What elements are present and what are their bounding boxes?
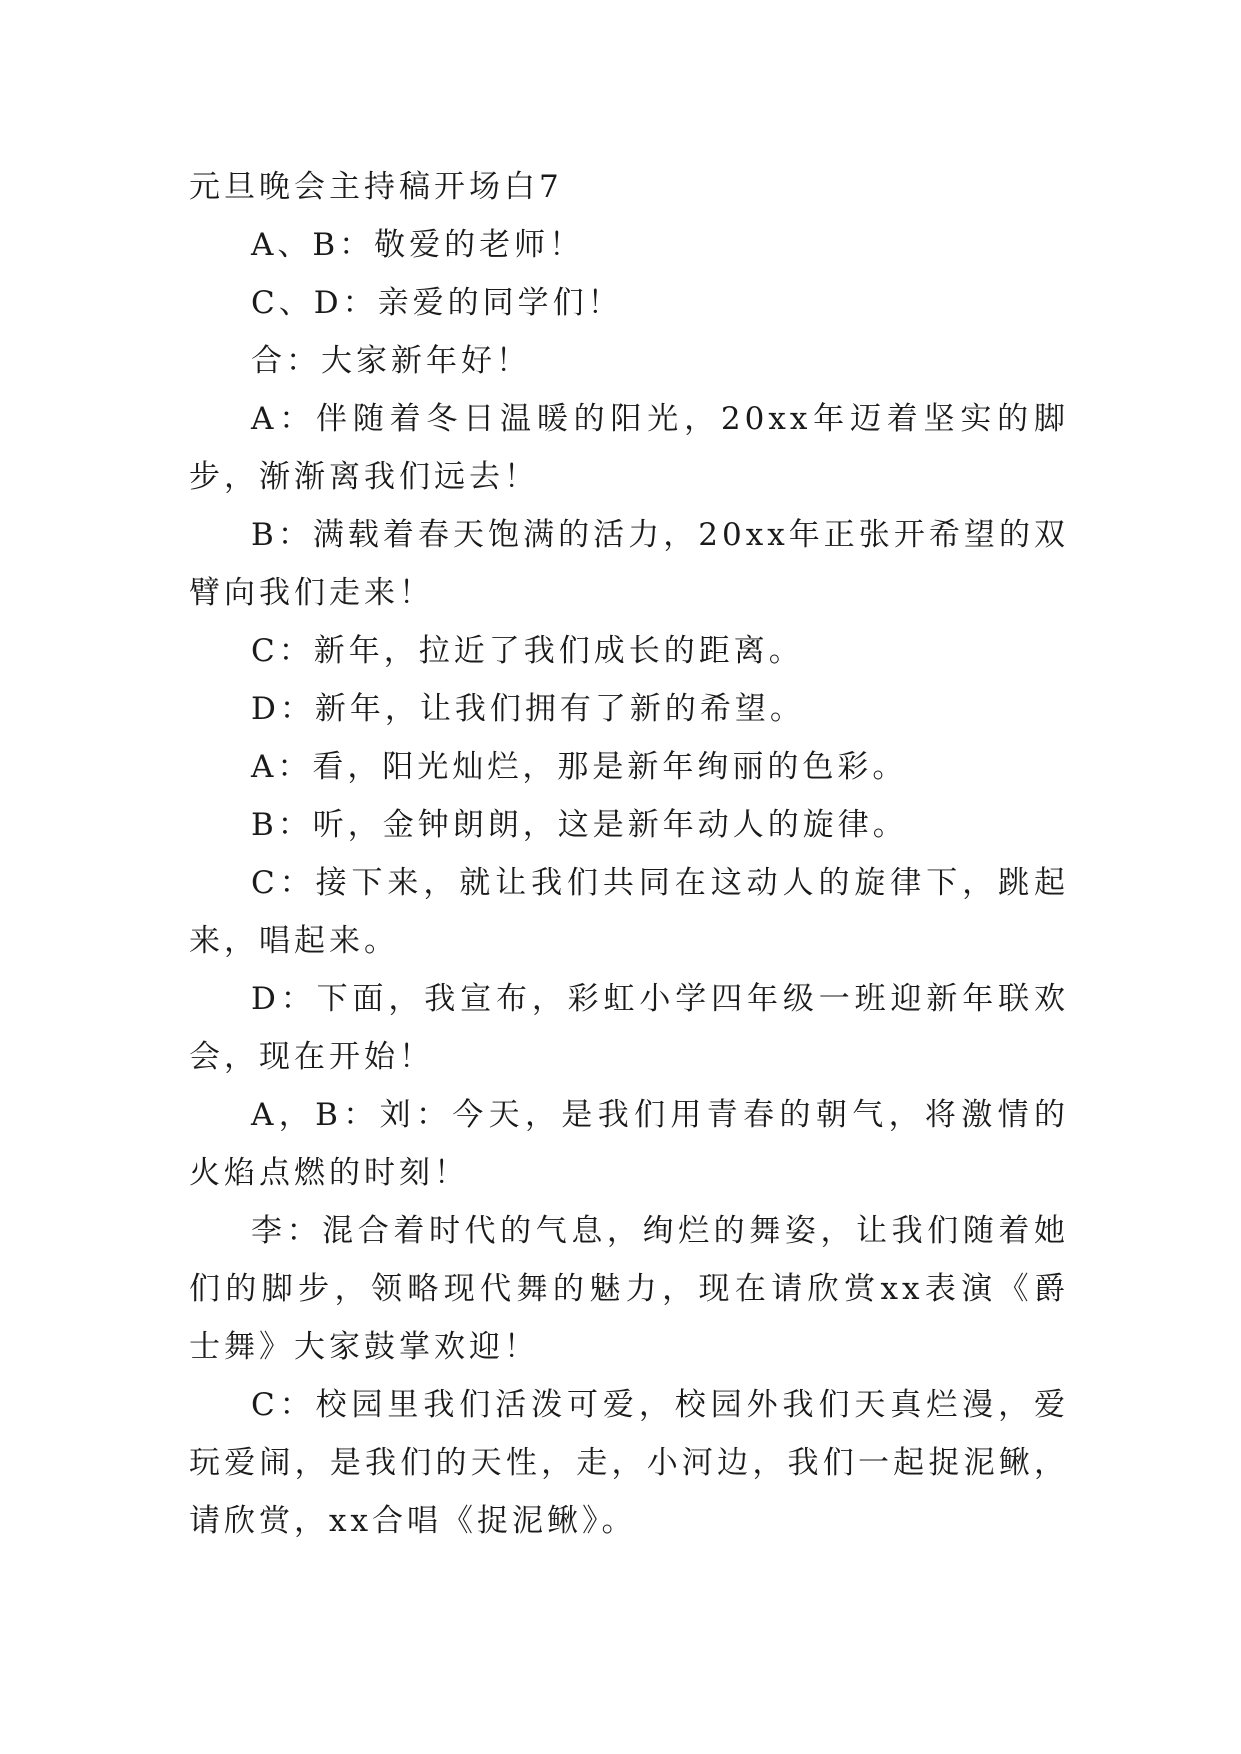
paragraph: B：满载着春天饱满的活力，20xx年正张开希望的双臂向我们走来！ <box>189 517 1069 611</box>
paragraph: C：校园里我们活泼可爱，校园外我们天真烂漫，爱玩爱闹，是我们的天性，走，小河边，我们一起捉泥鳅，请欣赏，xx合唱《捉泥鳅》。 <box>189 1387 1069 1539</box>
paragraph: C、D：亲爱的同学们！ <box>251 285 623 321</box>
paragraph: A：伴随着冬日温暖的阳光，20xx年迈着坚实的脚步，渐渐离我们远去！ <box>189 401 1069 495</box>
document-body <box>189 158 1069 1550</box>
paragraph: 李：混合着时代的气息，绚烂的舞姿，让我们随着她们的脚步，领略现代舞的魅力，现在请欣赏xx表演《爵士舞》大家鼓掌欢迎！ <box>189 1213 1069 1365</box>
paragraph: D：下面，我宣布，彩虹小学四年级一班迎新年联欢会，现在开始！ <box>189 981 1069 1075</box>
paragraph: A、B：敬爱的老师！ <box>251 227 585 263</box>
paragraph: C：新年，拉近了我们成长的距离。 <box>251 633 804 669</box>
paragraph: B：听，金钟朗朗，这是新年动人的旋律。 <box>251 807 908 843</box>
document-title: 元旦晚会主持稿开场白7 <box>189 169 563 205</box>
paragraph: 合：大家新年好！ <box>251 343 531 379</box>
paragraph: D：新年，让我们拥有了新的希望。 <box>251 691 805 727</box>
paragraph: C：接下来，就让我们共同在这动人的旋律下，跳起来，唱起来。 <box>189 865 1069 959</box>
paragraph: A：看，阳光灿烂，那是新年绚丽的色彩。 <box>251 749 908 785</box>
paragraph: A，B：刘：今天，是我们用青春的朝气，将激情的火焰点燃的时刻！ <box>189 1097 1069 1191</box>
